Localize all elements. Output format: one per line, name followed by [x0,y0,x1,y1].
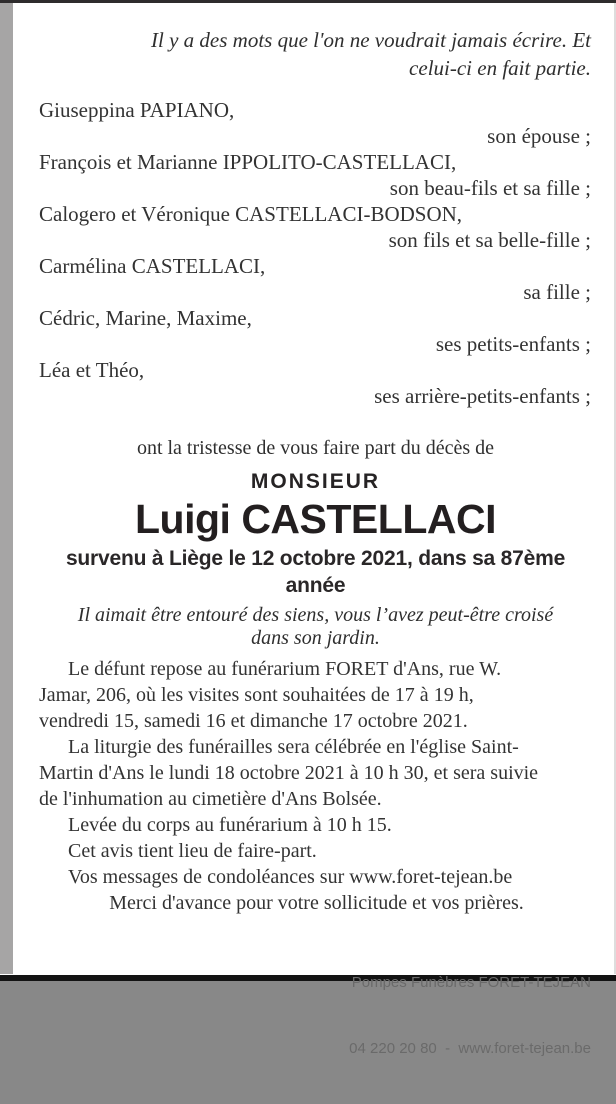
family-names: Carmélina CASTELLACI, [39,254,266,278]
death-details-line-1: survenu à Liège le 12 octobre 2021, dans sa 87ème [65,547,566,570]
family-names: Cédric, Marine, Maxime, [39,306,252,330]
family-names: Giuseppina PAPIANO, [39,98,235,122]
family-relation: ses arrière-petits-enfants ; [374,384,591,408]
tribute-line-1: Il aimait être entouré des siens, vous l’avez peut-être croisé [77,604,554,626]
family-names: Calogero et Véronique CASTELLACI-BODSON, [39,202,463,226]
details-line: Levée du corps au funérarium à 10 h 15. [68,814,392,836]
family-relation: son épouse ; [487,124,591,148]
details-line: Vos messages de condoléances sur www.foret-tejean.be [68,866,513,888]
family-relation: son fils et sa belle-fille ; [388,228,591,252]
family-relation: son beau-fils et sa fille ; [389,176,591,200]
family-list [39,97,591,409]
announcement-intro: ont la tristesse de vous faire part du décès de [136,437,495,459]
details-line: Cet avis tient lieu de faire-part. [68,840,317,862]
family-relation: sa fille ; [523,280,591,304]
details-line: vendredi 15, samedi 16 et dimanche 17 octobre 2021. [39,710,468,732]
details-line: de l'inhumation au cimetière d'Ans Bolsée. [39,788,382,810]
deceased-name: Luigi CASTELLACI [135,496,496,542]
announcement-block [39,435,592,599]
funeral-home-footer [39,928,591,1104]
epigraph-line-1: Il y a des mots que l'on ne voudrait jamais écrire. Et [151,28,591,52]
details-line: Jamar, 206, où les visites sont souhaitées de 17 à 19 h, [39,684,474,706]
family-names: François et Marianne IPPOLITO-CASTELLACI, [39,150,457,174]
death-details-line-2: année [285,574,346,597]
ceremony-details [39,656,594,916]
details-line: Merci d'avance pour votre sollicitude et vos prières. [109,892,524,914]
details-line: La liturgie des funérailles sera célébrée en l'église Saint- [68,736,519,758]
epigraph-line-2: celui-ci en fait partie. [409,56,591,80]
tribute-line-2: dans son jardin. [251,627,380,649]
funeral-home-name: Pompes Funèbres FORET-TEJEAN [351,974,591,991]
funeral-home-contact: 04 220 20 80 - www.foret-tejean.be [349,1040,591,1057]
epigraph-quote [120,26,591,82]
left-margin-strip [0,3,13,974]
family-names: Léa et Théo, [39,358,145,382]
family-relation: ses petits-enfants ; [435,332,591,356]
details-line: Martin d'Ans le lundi 18 octobre 2021 à 10 h 30, et sera suivie [39,762,539,784]
details-line: Le défunt repose au funérarium FORET d'Ans, rue W. [68,658,502,680]
tribute-quote [39,604,592,650]
top-rule [0,0,616,3]
honorific-title: MONSIEUR [250,470,381,493]
